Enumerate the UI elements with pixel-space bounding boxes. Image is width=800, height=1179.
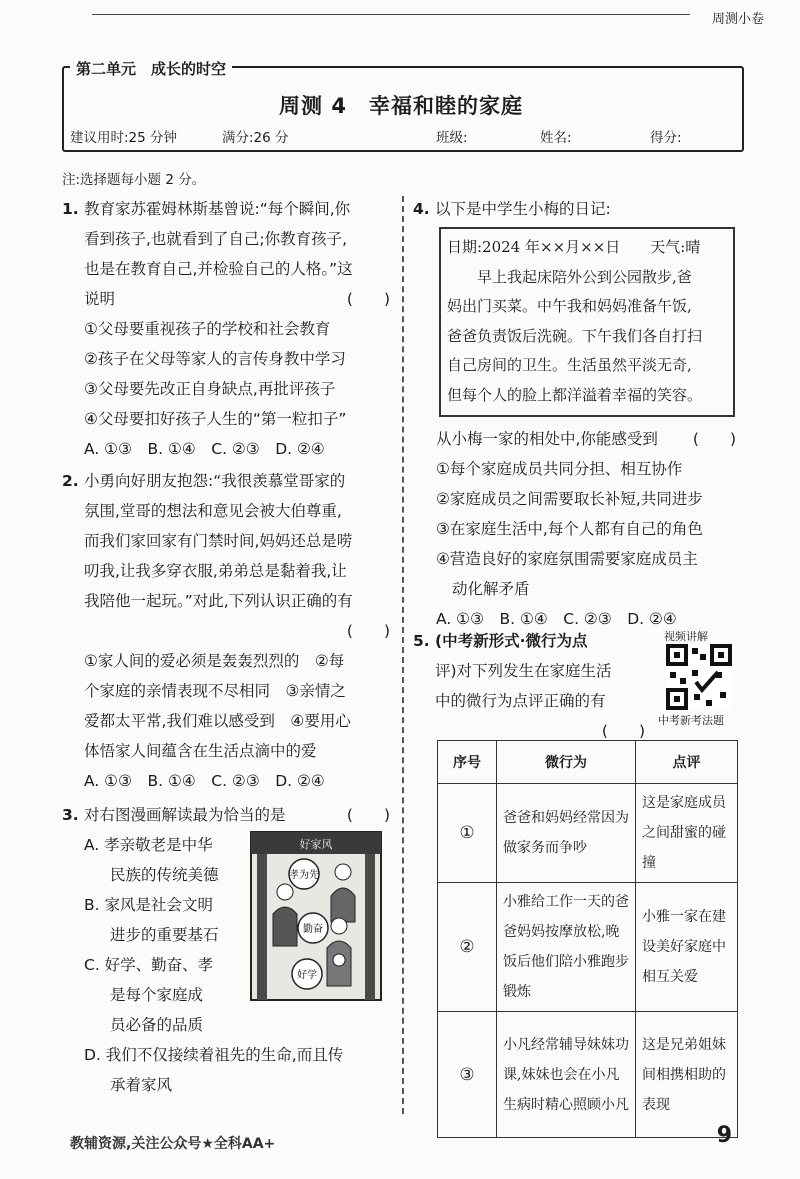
stem-line: 中的微行为点评正确的有 — [435, 692, 606, 710]
question-2 — [62, 466, 396, 796]
diary-box — [439, 227, 735, 417]
question-number: 3. — [62, 806, 79, 824]
stem-line: 叨我,让我多穿衣服,弟弟总是黏着我,让 — [84, 562, 347, 580]
question-number: 5. — [413, 632, 430, 650]
column-header: 微行为 — [497, 741, 636, 784]
option-c-line[interactable]: C. 好学、勤奋、孝 — [84, 956, 214, 974]
behavior-cell: 小凡经常辅导妹妹功课,妹妹也会在小凡生病时精心照顾小凡 — [497, 1012, 636, 1138]
answer-choices: A. ①③ B. ①④ C. ②③ D. ②④ — [84, 772, 325, 790]
stem-line: 氛围,堂哥的想法和意见会被大伯尊重, — [84, 502, 342, 520]
stem-line: 教育家苏霍姆林斯基曾说:“每个瞬间,你 — [84, 200, 351, 218]
name-field: 姓名: — [540, 130, 572, 146]
comment-cell: 小雅一家在建设美好家庭中相互关爱 — [636, 883, 738, 1012]
row-number: ① — [438, 784, 497, 883]
option-c-line: 员必备的品质 — [110, 1016, 204, 1034]
statement-line: 个家庭的亲情表现不尽相同 ③亲情之 — [84, 682, 346, 700]
option-c-line: 是每个家庭成 — [110, 986, 204, 1004]
diary-line: 但每个人的脸上都洋溢着幸福的笑容。 — [447, 385, 703, 404]
question-tag: (中考新形式·微行为点 — [435, 632, 588, 650]
question-5 — [413, 626, 665, 746]
stem-line: 从小梅一家的相处中,你能感受到 — [436, 430, 658, 448]
total-score: 满分:26 分 — [222, 130, 289, 146]
table-row — [438, 784, 738, 883]
bubble-label: 好学 — [297, 970, 317, 981]
answer-bracket[interactable]: ( ) — [601, 722, 645, 740]
stem-line: 说明 — [84, 290, 116, 308]
answer-bracket[interactable]: ( ) — [692, 430, 736, 448]
column-header: 点评 — [636, 741, 738, 784]
column-header: 序号 — [438, 741, 497, 784]
statement-line: ①家人间的爱必须是轰轰烈烈的 ②每 — [84, 652, 345, 670]
option-b-line[interactable]: B. 家风是社会文明 — [84, 896, 213, 914]
statement-2: ②孩子在父母等家人的言传身教中学习 — [84, 350, 346, 368]
statement-3: ③在家庭生活中,每个人都有自己的角色 — [436, 520, 703, 538]
behavior-cell: 小雅给工作一天的爸爸妈妈按摩放松,晚饭后他们陪小雅跑步锻炼 — [497, 883, 636, 1012]
diary-line: 早上我起床陪外公到公园散步,爸 — [447, 267, 692, 286]
statement-2: ②家庭成员之间需要取长补短,共同进步 — [436, 490, 703, 508]
unit-label: 第二单元 成长的时空 — [70, 58, 232, 79]
score-field: 得分: — [650, 130, 682, 146]
option-d-line[interactable]: D. 我们不仅接续着祖先的生命,而且传 — [84, 1046, 344, 1064]
stem-line: 对右图漫画解读最为恰当的是 — [84, 806, 286, 824]
stem-line: 而我们家回家有门禁时间,妈妈还总是唠 — [84, 532, 353, 550]
quiz-title: 周测 4 幸福和睦的家庭 — [279, 94, 523, 118]
statement-1: ①每个家庭成员共同分担、相互协作 — [436, 460, 683, 478]
banner-text: 好家风 — [299, 838, 333, 851]
suggested-time: 建议用时:25 分钟 — [70, 130, 178, 146]
question-number: 2. — [62, 472, 79, 490]
diary-line: 爸爸负责饭后洗碗。下午我们各自打扫 — [447, 326, 703, 345]
statement-4-cont: 动化解矛盾 — [452, 580, 530, 598]
question-number: 4. — [413, 200, 430, 218]
option-b-line: 进步的重要基石 — [110, 926, 219, 944]
answer-choices: A. ①③ B. ①④ C. ②③ D. ②④ — [436, 610, 677, 628]
question-4-body — [436, 424, 742, 634]
stem-line: 我陪他一起玩。”对此,下列认识正确的有 — [84, 592, 353, 610]
page-corner-label: 周测小卷 — [711, 12, 764, 27]
stem-line: 看到孩子,也就看到了自己;你教育孩子, — [84, 230, 348, 248]
page-number: 9 — [716, 1123, 732, 1148]
table-header-row — [438, 741, 738, 784]
diary-line: 妈出门买菜。中午我和妈妈准备午饭, — [447, 297, 692, 315]
diary-line: 日期:2024 年××月××日 天气:晴 — [447, 238, 701, 256]
statement-1: ①父母要重视孩子的学校和社会教育 — [84, 320, 331, 338]
answer-bracket[interactable]: ( ) — [346, 622, 390, 640]
stem-line: 也是在教育自己,并检验自己的人格。”这 — [84, 260, 353, 278]
family-values-cartoon — [249, 826, 383, 1002]
class-field: 班级: — [436, 130, 468, 146]
row-number: ② — [438, 883, 497, 1012]
option-a-line[interactable]: A. 孝亲敬老是中华 — [84, 836, 213, 854]
question-1 — [62, 194, 396, 464]
statement-line: 体悟家人间蕴含在生活点滴中的爱 — [84, 742, 317, 760]
statement-4: ④营造良好的家庭氛围需要家庭成员主 — [436, 550, 698, 568]
statement-line: 爱都太平常,我们难以感受到 ④要用心 — [84, 712, 351, 730]
qr-top-label: 视频讲解 — [664, 630, 708, 643]
column-divider — [402, 196, 404, 1114]
question-number: 1. — [62, 200, 79, 218]
comment-cell: 这是家庭成员之间甜蜜的碰撞 — [636, 784, 738, 883]
comment-cell: 这是兄弟姐妹间相携相助的表现 — [636, 1012, 738, 1138]
bubble-label: 勤奋 — [303, 924, 323, 935]
micro-behavior-table — [437, 740, 738, 1138]
qr-bottom-label: 中考新考法题 — [658, 714, 724, 727]
behavior-cell: 爸爸和妈妈经常因为做家务而争吵 — [497, 784, 636, 883]
table-row — [438, 883, 738, 1012]
option-d-line: 承着家风 — [110, 1076, 173, 1094]
footer-note: 教辅资源,关注公众号★全科AA+ — [70, 1136, 276, 1152]
answer-choices: A. ①③ B. ①④ C. ②③ D. ②④ — [84, 440, 325, 458]
bubble-label: 孝为先 — [289, 870, 319, 881]
table-row — [438, 1012, 738, 1138]
row-number: ③ — [438, 1012, 497, 1138]
answer-bracket[interactable]: ( ) — [346, 290, 390, 308]
stem-line: 评)对下列发生在家庭生活 — [435, 662, 612, 680]
qr-code-icon[interactable] — [666, 644, 732, 710]
statement-3: ③父母要先改正自身缺点,再批评孩子 — [84, 380, 336, 398]
stem-line: 小勇向好朋友抱怨:“我很羡慕堂哥家的 — [84, 472, 346, 490]
question-4 — [413, 194, 743, 224]
statement-4: ④父母要扣好孩子人生的“第一粒扣子” — [84, 410, 347, 428]
option-a-line: 民族的传统美德 — [110, 866, 219, 884]
stem-line: 以下是中学生小梅的日记: — [435, 200, 611, 218]
top-rule — [92, 14, 690, 15]
note: 注:选择题每小题 2 分。 — [62, 172, 206, 188]
diary-line: 自己房间的卫生。生活虽然平淡无奇, — [447, 356, 692, 374]
answer-bracket[interactable]: ( ) — [346, 806, 390, 824]
